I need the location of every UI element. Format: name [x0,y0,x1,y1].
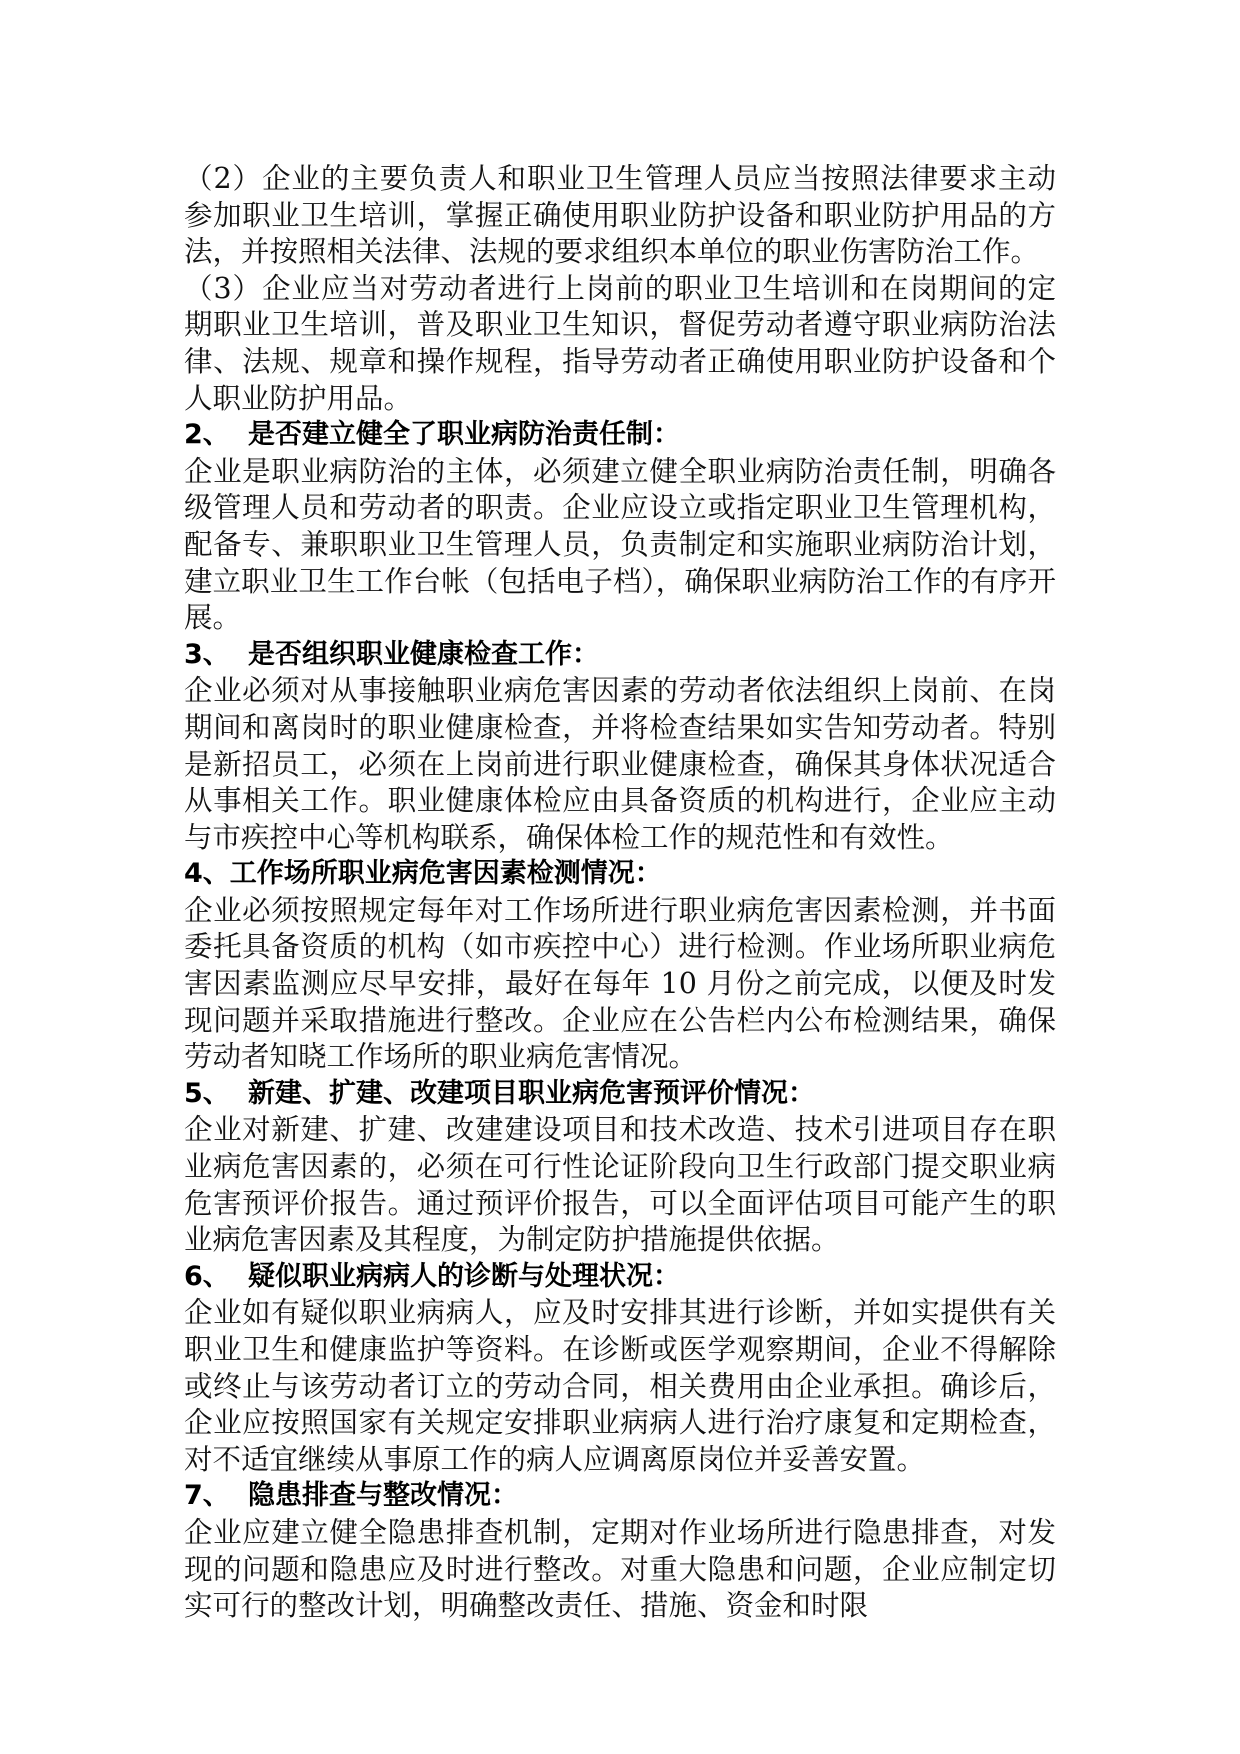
section-number: 3、 [184,638,230,670]
section-title: 工作场所职业病危害因素检测情况： [229,858,662,890]
section-heading-3 [184,637,1056,674]
section-heading-5 [184,1076,1056,1113]
paragraph-item-2: （2）企业的主要负责人和职业卫生管理人员应当按照法律要求主动参加职业卫生培训，掌握正确使用职业防护设备和职业防护用品的方法，并按照相关法律、法规的要求组织本单位的职业伤害防治工作。 [184,162,1056,269]
section-heading-6 [184,1259,1056,1296]
section-body-5: 企业对新建、扩建、改建建设项目和技术改造、技术引进项目存在职业病危害因素的，必须在可行性论证阶段向卫生行政部门提交职业病危害预评价报告。通过预评价报告，可以全面评估项目可能产生的职业病危害因素及其程度，为制定防护措施提供依据。 [184,1113,1056,1257]
section-title: 隐患排查与整改情况： [248,1480,518,1512]
section-number: 2、 [184,419,230,451]
section-title: 是否建立健全了职业病防治责任制： [248,419,680,451]
section-body-4: 企业必须按照规定每年对工作场所进行职业病危害因素检测，并书面委托具备资质的机构（如市疾控中心）进行检测。作业场所职业病危害因素监测应尽早安排，最好在每年 10 月份之前完成，以便及时发现问题并采取措施进行整改。企业应在公告栏内公布检测结果，确保劳动者知晓工作场所的职业病危害情况。 [184,893,1056,1074]
section-heading-4 [184,856,1056,893]
section-number: 5、 [184,1077,230,1109]
section-title: 疑似职业病病人的诊断与处理状况： [248,1260,680,1292]
section-number: 4、 [184,858,230,890]
section-title: 新建、扩建、改建项目职业病危害预评价情况： [248,1077,815,1109]
section-title: 是否组织职业健康检查工作： [248,638,599,670]
section-body-3: 企业必须对从事接触职业病危害因素的劳动者依法组织上岗前、在岗期间和离岗时的职业健康检查，并将检查结果如实告知劳动者。特别是新招员工，必须在上岗前进行职业健康检查，确保其身体状况适合从事相关工作。职业健康体检应由具备资质的机构进行，企业应主动与市疾控中心等机构联系，确保体检工作的规范性和有效性。 [184,674,1056,854]
paragraph-item-3: （3）企业应当对劳动者进行上岗前的职业卫生培训和在岗期间的定期职业卫生培训，普及职业卫生知识，督促劳动者遵守职业病防治法律、法规、规章和操作规程，指导劳动者正确使用职业防护设备和个人职业防护用品。 [184,271,1056,415]
section-heading-7 [184,1478,1056,1515]
section-number: 6、 [184,1260,230,1292]
section-body-2: 企业是职业病防治的主体，必须建立健全职业病防治责任制，明确各级管理人员和劳动者的职责。企业应设立或指定职业卫生管理机构，配备专、兼职职业卫生管理人员，负责制定和实施职业病防治计划，建立职业卫生工作台帐（包括电子档），确保职业病防治工作的有序开展。 [184,454,1056,635]
section-body-7: 企业应建立健全隐患排查机制，定期对作业场所进行隐患排查，对发现的问题和隐患应及时进行整改。对重大隐患和问题，企业应制定切实可行的整改计划，明确整改责任、措施、资金和时限 [184,1515,1056,1623]
document-page [184,161,1056,1625]
section-body-6: 企业如有疑似职业病病人，应及时安排其进行诊断，并如实提供有关职业卫生和健康监护等资料。在诊断或医学观察期间，企业不得解除或终止与该劳动者订立的劳动合同，相关费用由企业承担。确诊后，企业应按照国家有关规定安排职业病病人进行治疗康复和定期检查，对不适宜继续从事原工作的病人应调离原岗位并妥善安置。 [184,1296,1056,1476]
section-heading-2 [184,417,1056,454]
section-number: 7、 [184,1480,230,1512]
